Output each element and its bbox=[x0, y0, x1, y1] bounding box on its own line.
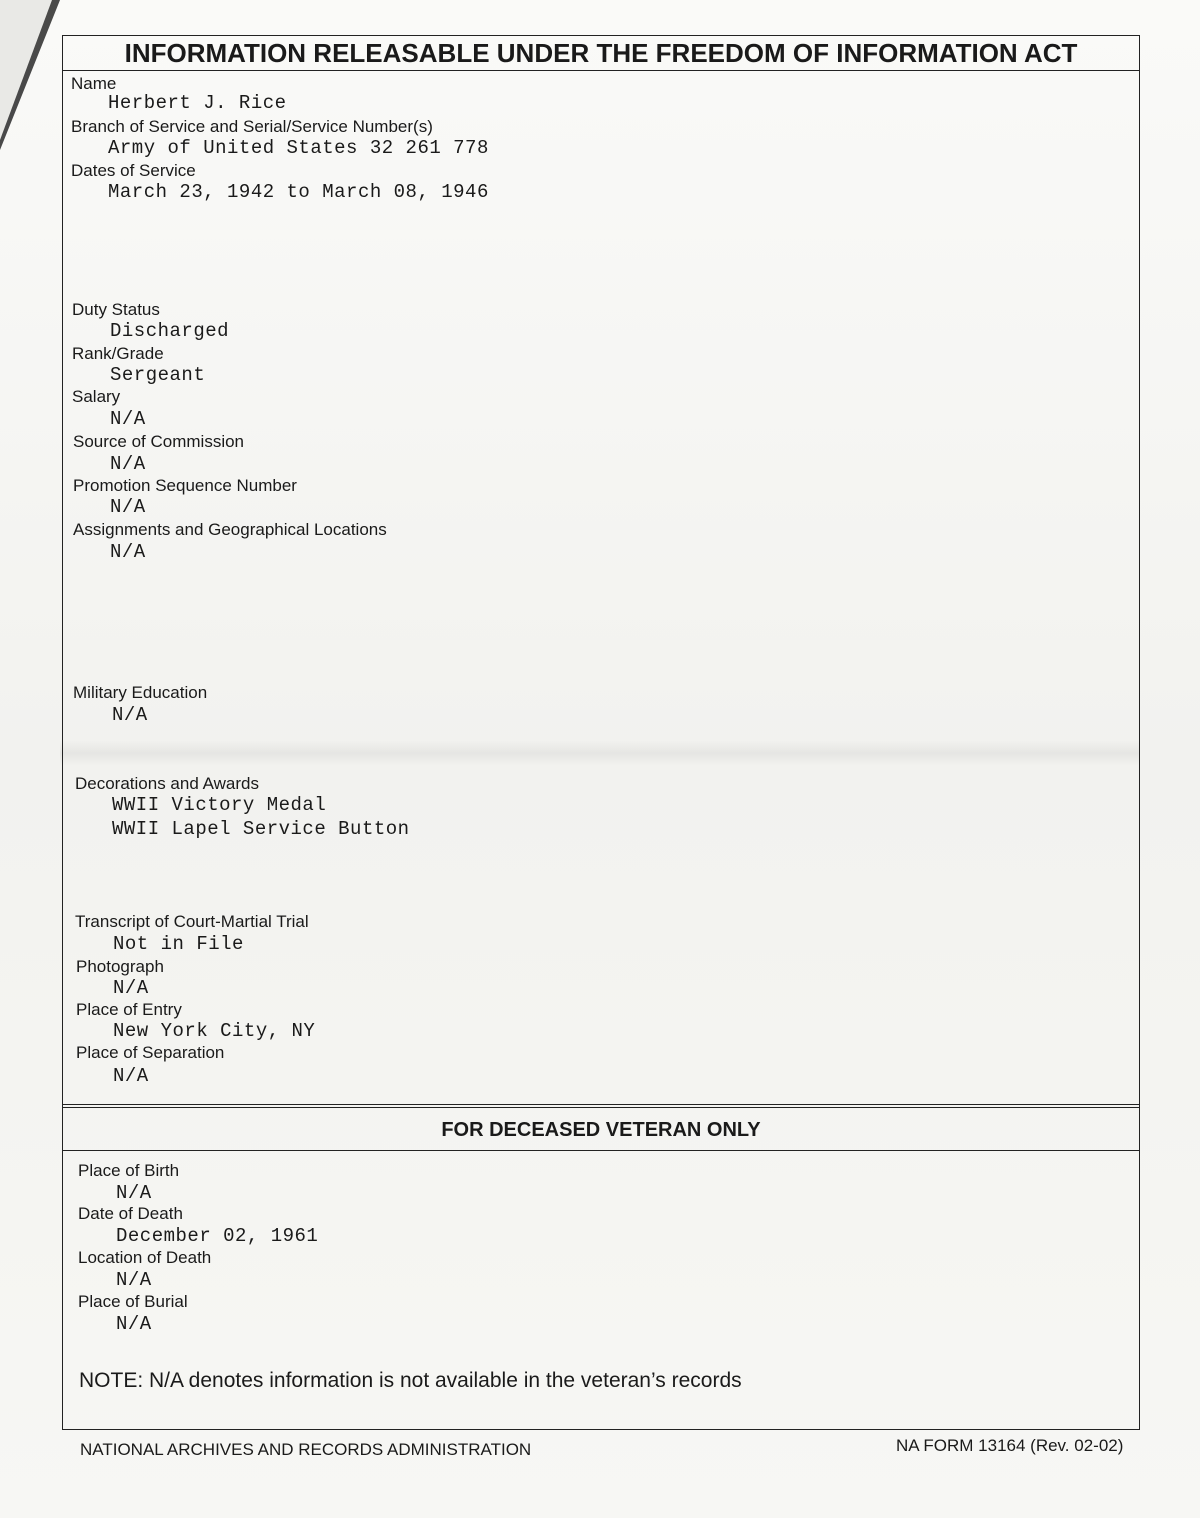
decoration-item: WWII Victory Medal bbox=[112, 794, 327, 816]
location-death-label: Location of Death bbox=[78, 1248, 212, 1267]
court-martial-label: Transcript of Court-Martial Trial bbox=[75, 912, 309, 931]
place-burial-value: N/A bbox=[116, 1313, 152, 1335]
photograph-label: Photograph bbox=[76, 957, 164, 976]
place-entry-value: New York City, NY bbox=[113, 1020, 316, 1042]
promotion-value: N/A bbox=[110, 496, 146, 518]
promotion-label: Promotion Sequence Number bbox=[73, 476, 297, 495]
name-value: Herbert J. Rice bbox=[108, 92, 287, 114]
duty-status-label: Duty Status bbox=[72, 300, 160, 319]
source-commission-label: Source of Commission bbox=[73, 432, 245, 451]
place-birth-label: Place of Birth bbox=[78, 1161, 180, 1180]
assignments-label: Assignments and Geographical Locations bbox=[73, 520, 387, 539]
section-divider bbox=[63, 1104, 1139, 1105]
footer-agency: NATIONAL ARCHIVES AND RECORDS ADMINISTRATION bbox=[80, 1440, 532, 1459]
salary-label: Salary bbox=[72, 387, 121, 406]
footer-form-number: NA FORM 13164 (Rev. 02-02) bbox=[896, 1436, 1124, 1455]
dates-value: March 23, 1942 to March 08, 1946 bbox=[108, 181, 489, 203]
assignments-value: N/A bbox=[110, 541, 146, 563]
military-education-label: Military Education bbox=[73, 683, 208, 702]
note-text: NOTE: N/A denotes information is not available in the veteran’s records bbox=[79, 1369, 742, 1392]
rank-label: Rank/Grade bbox=[72, 344, 164, 363]
date-death-value: December 02, 1961 bbox=[116, 1225, 319, 1247]
military-education-value: N/A bbox=[112, 704, 148, 726]
section-divider bbox=[63, 1107, 1139, 1108]
branch-label: Branch of Service and Serial/Service Number(s) bbox=[71, 117, 433, 136]
rank-value: Sergeant bbox=[110, 364, 206, 386]
decoration-item: WWII Lapel Service Button bbox=[112, 818, 410, 840]
form-title: INFORMATION RELEASABLE UNDER THE FREEDOM OF INFORMATION ACT bbox=[63, 36, 1139, 71]
salary-value: N/A bbox=[110, 408, 146, 430]
photograph-value: N/A bbox=[113, 977, 149, 999]
place-separation-value: N/A bbox=[113, 1065, 149, 1087]
date-death-label: Date of Death bbox=[78, 1204, 183, 1223]
name-label: Name bbox=[71, 74, 117, 93]
source-commission-value: N/A bbox=[110, 453, 146, 475]
decorations-label: Decorations and Awards bbox=[75, 774, 259, 793]
court-martial-value: Not in File bbox=[113, 933, 244, 955]
place-entry-label: Place of Entry bbox=[76, 1000, 182, 1019]
page-fold bbox=[0, 0, 52, 140]
dates-label: Dates of Service bbox=[71, 161, 196, 180]
place-separation-label: Place of Separation bbox=[76, 1043, 225, 1062]
section-divider bbox=[63, 1150, 1139, 1151]
duty-status-value: Discharged bbox=[110, 320, 230, 342]
location-death-value: N/A bbox=[116, 1269, 152, 1291]
place-burial-label: Place of Burial bbox=[78, 1292, 188, 1311]
deceased-heading: FOR DECEASED VETERAN ONLY bbox=[441, 1119, 761, 1141]
foia-form bbox=[62, 35, 1140, 1430]
branch-value: Army of United States 32 261 778 bbox=[108, 137, 489, 159]
place-birth-value: N/A bbox=[116, 1182, 152, 1204]
